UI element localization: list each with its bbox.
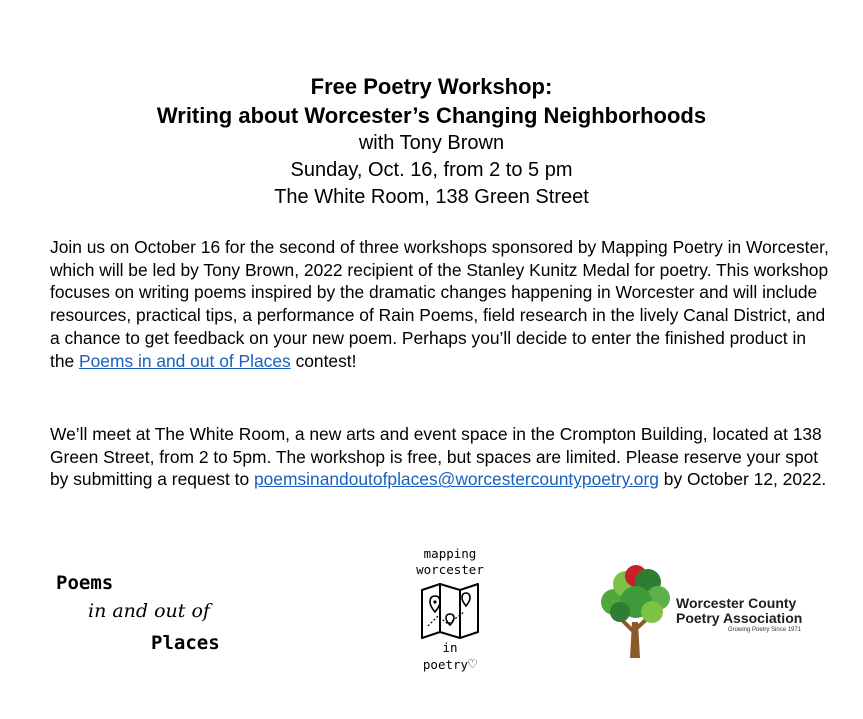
wcpa-name-line2: Poetry Association <box>676 610 803 626</box>
datetime-line: Sunday, Oct. 16, from 2 to 5 pm <box>290 159 573 181</box>
paragraph1-text-before: Join us on October 16 for the second of three workshops sponsored by Mapping Poetry in Worcester, which will be led by Tony Brown, 2022 recipient of the Stanley Kunitz Medal for poetry. This workshop focuses on writing poems inspired by the dramatic changes happening in Worcester and will include resources, practical tips, a performance of Rain Poems, field research in the lively Canal District, and a chance to get feedback on your new poem. Perhaps you’ll decide to enter the finished product in the <box>50 237 829 371</box>
title-line-1: Free Poetry Workshop: <box>310 74 553 99</box>
location-paragraph <box>50 423 830 491</box>
poetry-word: poetry♡ <box>422 655 478 673</box>
flyer-header <box>0 72 863 211</box>
paragraph2-text-after: by October 12, 2022. <box>658 469 827 490</box>
heart-icon: ♡ <box>468 655 478 673</box>
paragraph2-text-before: We’ll meet at The White Room, a new arts and event space in the Crompton Building, located at 138 Green Street, from 2 to 5pm. The workshop is free, but spaces are limited. Please reserve your spot by submitting a request to <box>50 424 822 490</box>
logo-poems-word: Poems <box>56 572 114 594</box>
paragraph1-text-after: contest! <box>290 350 357 371</box>
in-word: in <box>442 640 458 655</box>
description-paragraph <box>50 236 830 372</box>
wcpa-logo <box>596 562 826 662</box>
wcpa-tagline: Growing Poetry Since 1971 <box>728 627 802 633</box>
email-link[interactable]: poemsinandoutofplaces@worcestercountypoetry.org <box>253 469 659 490</box>
presenter-line: with Tony Brown <box>358 132 505 154</box>
title-line-2: Writing about Worcester’s Changing Neighborhoods <box>156 103 707 128</box>
venue-line: The White Room, 138 Green Street <box>274 186 589 208</box>
poems-in-and-out-of-places-logo <box>56 572 256 662</box>
tree-icon <box>596 562 676 662</box>
mapping-word: mapping <box>423 546 477 561</box>
wcpa-name-line1: Worcester County <box>676 595 797 611</box>
worcester-word: worcester <box>416 562 484 577</box>
contest-link[interactable]: Poems in and out of Places <box>79 350 291 371</box>
folded-map-icon <box>418 582 482 640</box>
wcpa-text <box>676 596 826 635</box>
mapping-worcester-logo <box>400 546 500 681</box>
logo-places-word: Places <box>151 632 220 654</box>
logo-in-and-out-of: in and out of <box>88 600 210 622</box>
